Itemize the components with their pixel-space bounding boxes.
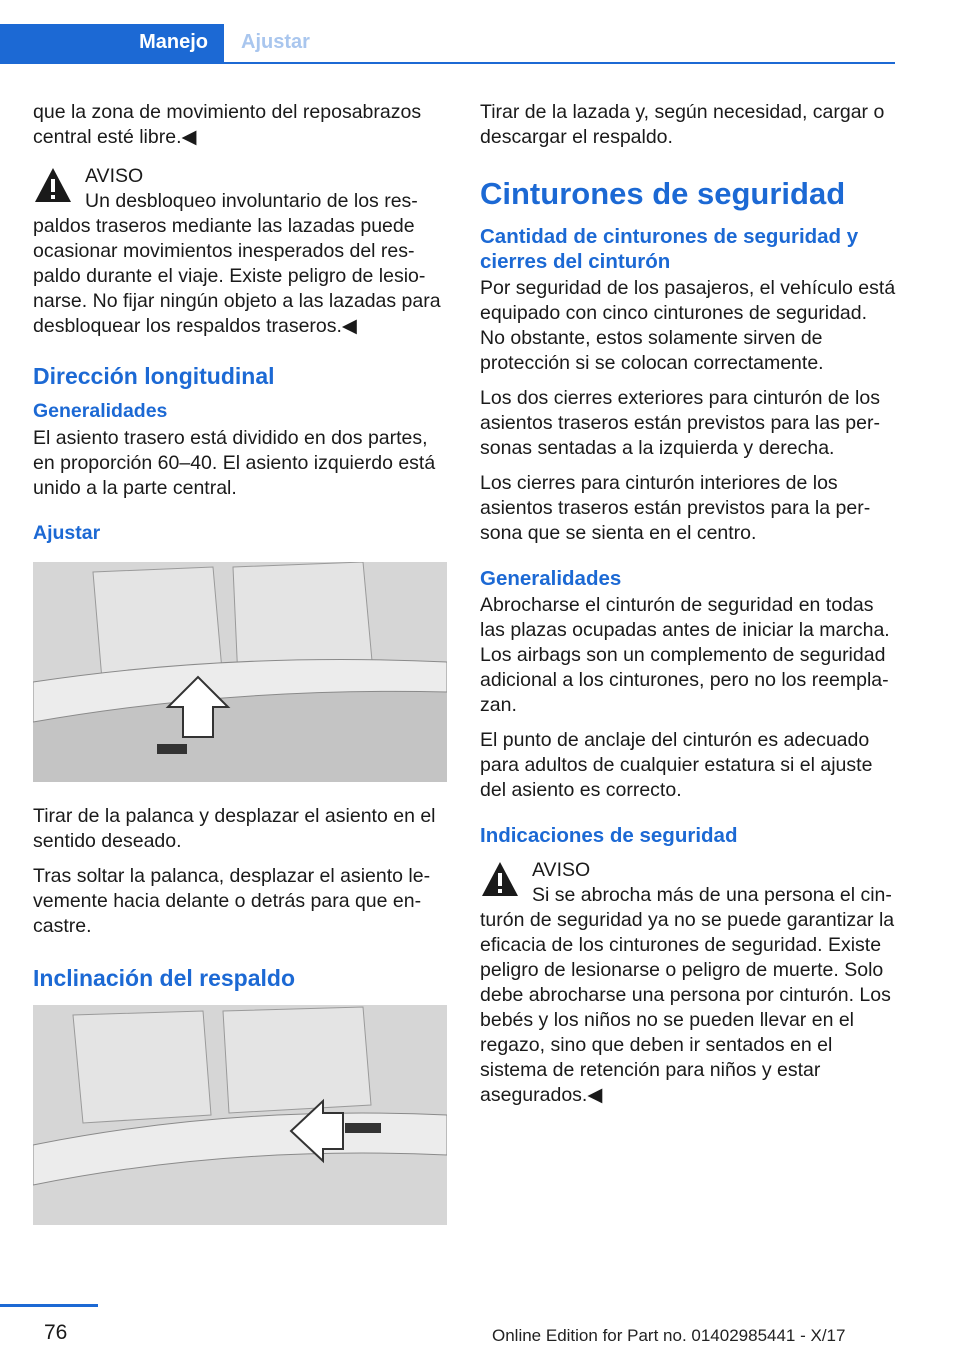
heading-generalidades: Generalidades bbox=[33, 400, 168, 422]
heading-cantidad-cinturones: Cantidad de cinturones de seguridad y cierres del cinturón bbox=[480, 225, 859, 273]
right-column bbox=[480, 100, 896, 1108]
warning-icon bbox=[33, 166, 73, 204]
paragraph-punto-anclaje: El punto de anclaje del cinturón es adecuado para adultos de cualquier estatura si el ajuste del asiento es correcto. bbox=[480, 729, 873, 801]
paragraph-generalidades: El asiento trasero está dividido en dos partes, en proporción 60–40. El asiento izquierdo está unido a la parte central. bbox=[33, 427, 436, 499]
heading-generalidades-cinturones: Generalidades bbox=[480, 567, 622, 590]
heading-indicaciones-seguridad: Indicaciones de seguridad bbox=[480, 824, 738, 847]
figure-backrest-strap bbox=[33, 1005, 447, 1225]
left-column bbox=[33, 100, 451, 1247]
warning-text: Si se abrocha más de una persona el cinturón de seguridad ya no se puede garantizar la eficacia de los cinturones de seguridad. Existe peligro de lesionarse o peligro de muerte. Solo debe abrocharse una persona por cinturón. Los bebés y los niños no se pueden llevar en el regazo, sino que deben ir sentados en el sistema de retención para niños y estar asegurados.◀ bbox=[480, 884, 895, 1106]
backrest-strap-illustration bbox=[33, 1005, 447, 1225]
warning-text: Un desbloqueo involuntario de los respaldos traseros mediante las lazadas puede ocasionar movimientos inesperados del respaldo durante el viaje. Existe peligro de lesionarse. No fijar ningún objeto a las lazadas para desbloquear los respaldos traseros.◀ bbox=[33, 190, 441, 337]
page-number: 76 bbox=[44, 1321, 68, 1344]
heading-inclinacion-respaldo: Inclinación del respaldo bbox=[33, 965, 296, 991]
warning-box-respaldos bbox=[33, 164, 451, 339]
chapter-tabbar bbox=[0, 24, 895, 64]
paragraph-tirar-palanca: Tirar de la palanca y desplazar el asiento en el sentido deseado. bbox=[33, 805, 436, 852]
paragraph-cierres-exteriores: Los dos cierres exteriores para cinturón de los asientos traseros están previstos para las personas sentadas a la izquierda y derecha. bbox=[480, 387, 880, 459]
warning-box-cinturon bbox=[480, 858, 896, 1108]
heading-direccion-longitudinal: Dirección longitudinal bbox=[33, 363, 275, 389]
heading-cinturones-de-seguridad: Cinturones de seguridad bbox=[480, 176, 846, 211]
tab-manejo-label: Manejo bbox=[139, 31, 208, 53]
edition-note: Online Edition for Part no. 01402985441 - X/17 bbox=[492, 1326, 846, 1345]
warning-title: AVISO bbox=[85, 165, 144, 187]
tab-manejo[interactable] bbox=[0, 24, 224, 62]
warning-icon bbox=[480, 860, 520, 898]
paragraph-seguridad-pasajeros: Por seguridad de los pasajeros, el vehículo está equipado con cinco cinturones de seguridad. No obstante, estos solamente sirven de protección si se colocan correctamente. bbox=[480, 277, 896, 374]
heading-ajustar: Ajustar bbox=[33, 522, 101, 544]
intro-paragraph: que la zona de movimiento del reposabrazos central esté libre.◀ bbox=[33, 101, 422, 148]
seat-lever-illustration bbox=[33, 562, 447, 782]
warning-title: AVISO bbox=[532, 859, 591, 881]
figure-seat-lever bbox=[33, 562, 447, 782]
paragraph-abrocharse: Abrocharse el cinturón de seguridad en todas las plazas ocupadas antes de iniciar la marcha. Los airbags son un complemento de seguridad adicional a los cinturones, pero no los reemplazan. bbox=[480, 594, 890, 716]
tab-ajustar[interactable]: Ajustar bbox=[241, 31, 310, 53]
footer-rule bbox=[0, 1304, 98, 1307]
paragraph-tirar-lazada: Tirar de la lazada y, según necesidad, cargar o descargar el respaldo. bbox=[480, 101, 885, 148]
paragraph-cierres-interiores: Los cierres para cinturón interiores de los asientos traseros están previstos para la persona que se sienta en el centro. bbox=[480, 472, 871, 544]
paragraph-tras-soltar: Tras soltar la palanca, desplazar el asiento levemente hacia delante o detrás para que encastre. bbox=[33, 865, 431, 937]
